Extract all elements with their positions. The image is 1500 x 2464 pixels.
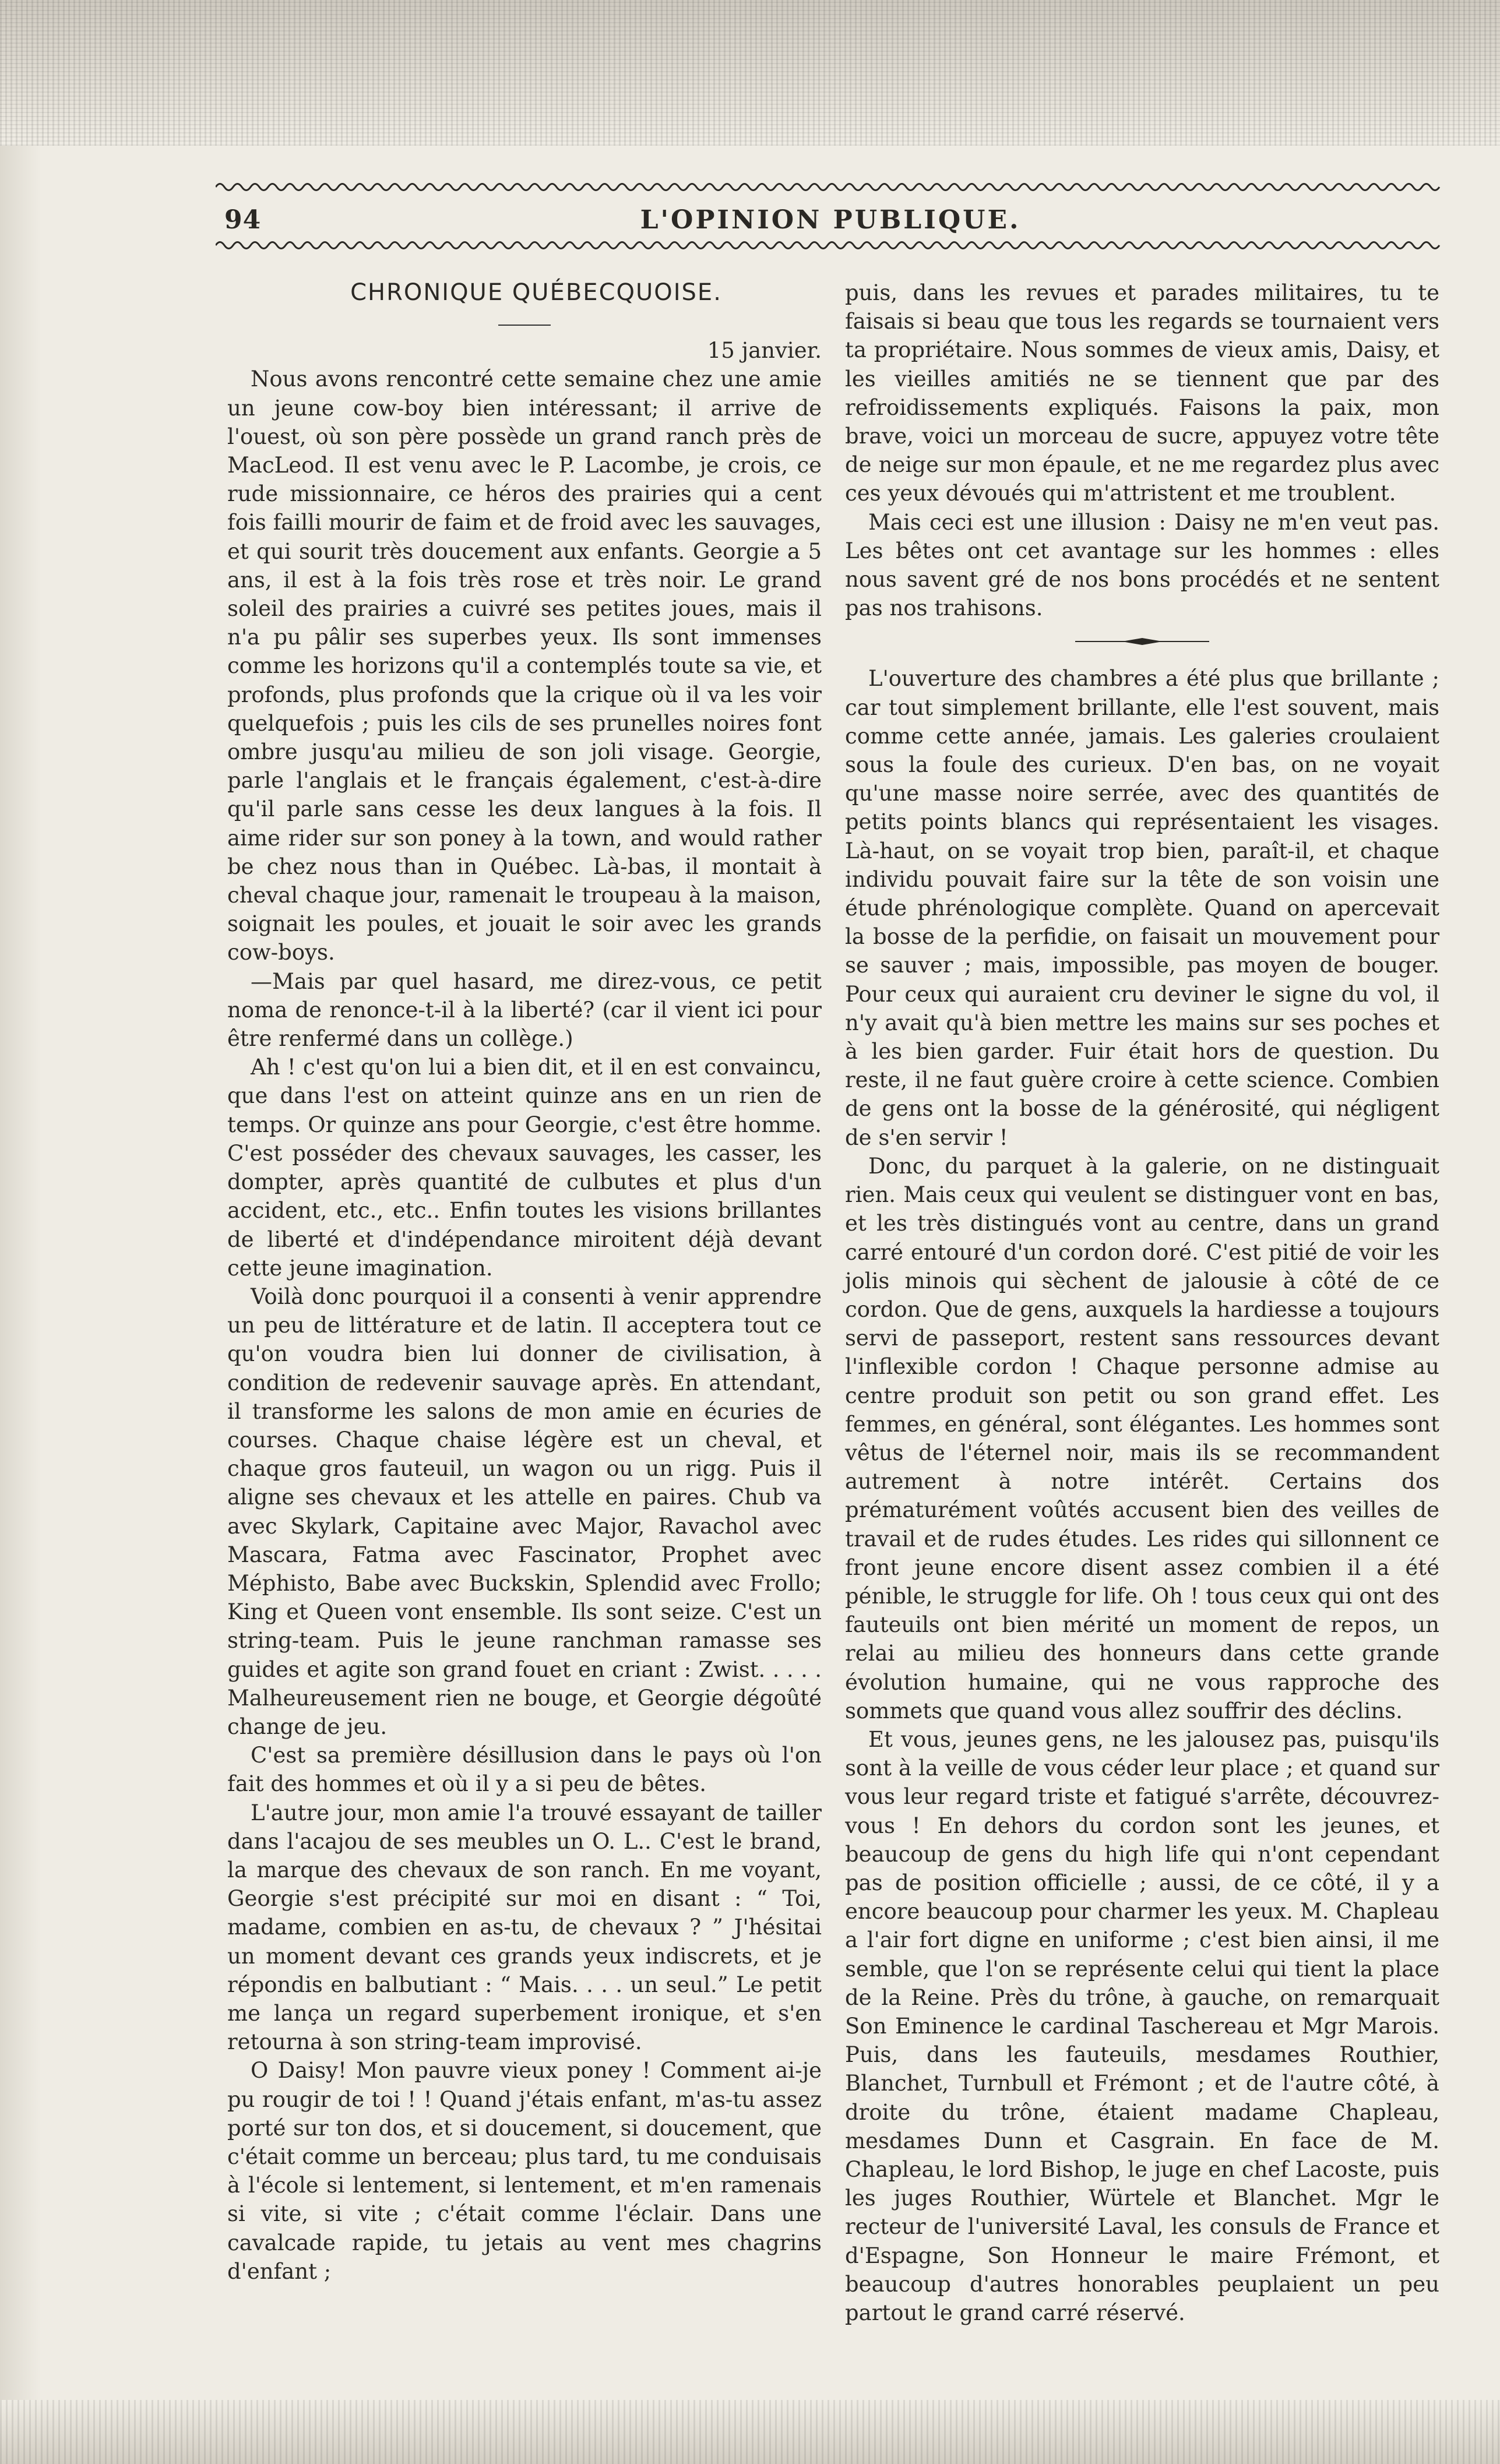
- paragraph: L'ouverture des chambres a été plus que brillante ; car tout simplement brillante, elle l'est souvent, mais comme cette année, jamais. Les galeries croulaient sous la foule des curieux. D'en bas, on ne voyait qu'une masse noire serrée, avec des quantités de petits points blancs qui représentaient les visages. Là-haut, on se voyait trop bien, paraît-il, et chaque individu pouvait faire sur la tête de son voisin une étude phrénologique complète. Quand on apercevait la bosse de la perfidie, on faisait un mouvement pour se sauver ; mais, impossible, pas moyen de bouger. Pour ceux qui auraient cru deviner le signe du vol, il n'y avait qu'à bien mettre les mains sur ses poches et à les bien garder. Fuir était hors de question. Du reste, il ne faut guère croire à cette science. Combien de gens ont la bosse de la générosité, qui négligent de s'en servir !: [845, 666, 1439, 1150]
- page-header: [216, 205, 1445, 239]
- paragraph: —Mais par quel hasard, me direz-vous, ce petit noma de renonce-t-il à la liberté? (car il vient ici pour être renfermé dans un collège.): [227, 968, 822, 1052]
- paragraph: puis, dans les revues et parades militaires, tu te faisais si beau que tous les regards se tournaient vers ta propriétaire. Nous sommes de vieux amis, Daisy, et les vieilles amitiés ne se tiennent que par des refroidissements expliqués. Faisons la paix, mon brave, voici un morceau de sucre, appuyez votre tête de neige sur mon épaule, et ne me regardez plus avec ces yeux dévoués qui m'attristent et me troublent.: [845, 280, 1439, 506]
- scan-noise-bottom: [0, 2400, 1500, 2464]
- paragraph: Voilà donc pourquoi il a consenti à venir apprendre un peu de littérature et de latin. Il acceptera tout ce qu'on voudra bien lui donner de civilisation, à condition de redevenir sauvage après. En attendant, il transforme les salons de mon amie en écuries de courses. Chaque chaise légère est un cheval, et chaque gros fauteuil, un wagon ou un rigg. Puis il aligne ses chevaux et les attelle en paires. Chub va avec Skylark, Capitaine avec Major, Ravachol avec Mascara, Fatma avec Fascinator, Prophet avec Méphisto, Babe avec Buckskin, Splendid avec Frollo; King et Queen vont ensemble. Ils sont seize. C'est un string-team. Puis le jeune ranchman ramasse ses guides et agite son grand fouet en criant : Zwist. . . . . Malheureusement rien ne bouge, et Georgie dégoûté change de jeu.: [227, 1284, 822, 1739]
- right-column: [845, 279, 1439, 2327]
- paragraph: Ah ! c'est qu'on lui a bien dit, et il en est convaincu, que dans l'est on atteint quinze ans en un rien de temps. Or quinze ans pour Georgie, c'est être homme. C'est posséder des chevaux sauvages, les casser, les dompter, après quantité de culbutes et plus d'un accident, etc., etc.. Enfin toutes les visions brillantes de liberté et d'indépendance miroitent déjà devant cette jeune imagination.: [227, 1055, 822, 1281]
- wavy-rule-top: [216, 181, 1445, 193]
- page-number: 94: [224, 205, 262, 235]
- paragraph: Et vous, jeunes gens, ne les jalousez pas, puisqu'ils sont à la veille de vous céder leur place ; et quand sur vous leur regard triste et fatigué s'arrête, découvrez-vous ! En dehors du cordon sont les jeunes, et beaucoup de gens du high life qui n'ont cependant pas de position officielle ; aussi, de ce côté, il y a encore beaucoup pour charmer les yeux. M. Chapleau a l'air fort digne en uniforme ; c'est bien ainsi, il me semble, que l'on se représente celui qui tient la place de la Reine. Près du trône, à gauche, on remarquait Son Eminence le cardinal Taschereau et Mgr Marois. Puis, dans les fauteuils, mesdames Routhier, Blanchet, Turnbull et Frémont ; et de l'autre côté, à droite du trône, étaient madame Chapleau, mesdames Dunn et Casgrain. En face de M. Chapleau, le lord Bishop, le juge en chef Lacoste, puis les juges Routhier, Würtele et Blanchet. Mgr le recteur de l'université Laval, les consuls de France et d'Espagne, Son Honneur le maire Frémont, et beaucoup d'autres honorables peuplaient un peu partout le grand carré réservé.: [845, 1726, 1439, 2326]
- article-date: 15 janvier.: [707, 338, 822, 364]
- title-rule: [498, 325, 551, 326]
- scan-noise-top: [0, 0, 1500, 146]
- wavy-rule-bottom: [216, 239, 1445, 252]
- scan-noise-left: [0, 146, 41, 2400]
- paragraph: Donc, du parquet à la galerie, on ne distinguait rien. Mais ceux qui veulent se distinguer vont en bas, et les très distingués vont au centre, dans un grand carré entouré d'un cordon doré. C'est pitié de voir les jolis minois qui sèchent de jalousie à côté de ce cordon. Que de gens, auxquels la hardiesse a toujours servi de passeport, restent sans ressources devant l'inflexible cordon ! Chaque personne admise au centre produit son petit ou son grand effet. Les femmes, en général, sont élégantes. Les hommes sont vêtus de l'éternel noir, mais ils se recommandent autrement à notre intérêt. Certains dos prématurément voûtés accusent bien des veilles de travail et de rudes études. Les rides qui sillonnent ce front jeune encore disent assez combien il a été pénible, le struggle for life. Oh ! tous ceux qui ont des fauteuils ont bien mérité un moment de repos, un relai au milieu des honneurs dans cette grande évolution humaine, qui ne vous rapproche des sommets que quand vous allez souffrir des déclins.: [845, 1153, 1439, 1723]
- left-column: [227, 279, 822, 2286]
- journal-title: L'OPINION PUBLIQUE.: [640, 205, 1021, 235]
- article-title: CHRONIQUE QUÉBECQUOISE.: [350, 279, 722, 306]
- paragraph: O Daisy! Mon pauvre vieux poney ! Comment ai-je pu rougir de toi ! ! Quand j'étais enfant, m'as-tu assez porté sur ton dos, et si doucement, si doucement, que c'était comme un berceau; plus tard, tu me conduisais à l'école si lentement, si lentement, et m'en ramenais si vite, si vite ; c'était comme l'éclair. Dans une cavalcade rapide, tu jetais au vent mes chagrins d'enfant ;: [227, 2058, 822, 2284]
- paragraph: Mais ceci est une illusion : Daisy ne m'en veut pas. Les bêtes ont cet avantage sur les hommes : elles nous savent gré de nos bons procédés et ne sentent pas nos trahisons.: [845, 509, 1439, 621]
- paragraph: L'autre jour, mon amie l'a trouvé essayant de tailler dans l'acajou de ses meubles un O. L.. C'est le brand, la marque des chevaux de son ranch. En me voyant, Georgie s'est précipité sur moi en disant : “ Toi, madame, combien en as-tu, de chevaux ? ” J'hésitai un moment devant ces grands yeux indiscrets, et je répondis en balbutiant : “ Mais. . . . un seul.” Le petit me lança un regard superbement ironique, et s'en retourna à son string-team improvisé.: [227, 1800, 822, 2055]
- paragraph: C'est sa première désillusion dans le pays où l'on fait des hommes et où il y a si peu de bêtes.: [227, 1743, 822, 1797]
- section-separator: [1075, 633, 1209, 650]
- paragraph: Nous avons rencontré cette semaine chez une amie un jeune cow-boy bien intéressant; il arrive de l'ouest, où son père possède un grand ranch près de MacLeod. Il est venu avec le P. Lacombe, je crois, ce rude missionnaire, ce héros des prairies qui a cent fois failli mourir de faim et de froid avec les sauvages, et qui sourit très doucement aux enfants. Georgie a 5 ans, il est à la fois très rose et très noir. Le grand soleil des prairies a cuivré ses petites joues, mais il n'a pu pâlir ses superbes yeux. Ils sont immenses comme les horizons qu'il a contemplés toute sa vie, et profonds, plus profonds que la crique où il va les voir quelquefois ; puis les cils de ses prunelles noires font ombre jusqu'au milieu de son joli visage. Georgie, parle l'anglais et le français également, c'est-à-dire qu'il parle sans cesse les deux langues à la fois. Il aime rider sur son poney à la town, and would rather be chez nous than in Québec. Là-bas, il montait à cheval chaque jour, ramenait le troupeau à la maison, soignait les poules, et jouait le soir avec les grands cow-boys.: [227, 366, 822, 965]
